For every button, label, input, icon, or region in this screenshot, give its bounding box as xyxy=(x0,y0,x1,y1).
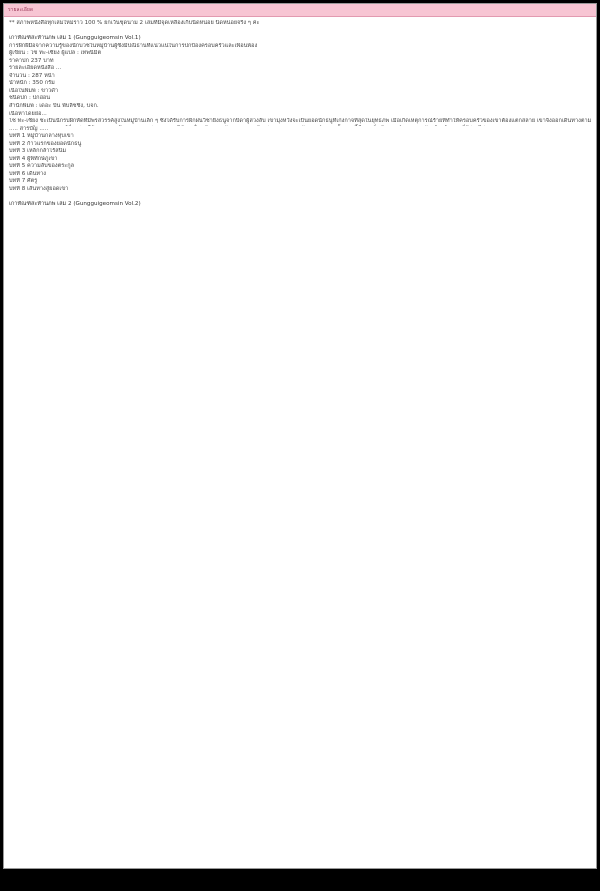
price-line: ราคาปก 237 บาท xyxy=(9,57,54,64)
document-frame xyxy=(3,3,597,869)
content xyxy=(4,17,596,209)
summary-line: การฝึกฝีมือจากความรู้ของนักบวชในหมู่บ้านผู้ซึ่งมีปณิธานที่แน่วแน่ในการปกป้องครอบครัวและเพื่อนพ้อง xyxy=(9,42,258,49)
image-host-stamp: [737x1075] http://upic.me/ xyxy=(438,854,592,865)
spacer xyxy=(9,28,596,36)
detail-line: รายละเอียดหนังสือ ... xyxy=(9,65,62,72)
synopsis-head: เนื้อหาโดยย่อ... xyxy=(9,110,47,117)
toc-item: บทที่ 2 ก้าวแรกของยอดนักธนู xyxy=(9,140,82,147)
toc-item: บทที่ 4 ผู้พิทักษ์ภูเขา xyxy=(9,155,58,162)
weight-line: น้ำหนัก : 350 กรัม xyxy=(9,80,55,87)
spacer xyxy=(9,194,596,202)
synopsis-text: โซ ทะ-เซียง ชะเป็นนักรบฝึกหัดที่มีพรสวรรค์สูงในหมู่บ้านเล็ก ๆ ซึ่งได้รับการฝึกฝนวิชายิงธนูจากบิดาผู้ล่วงลับ เขามุ่งหวังจะเป็นยอดนักธนูที่เก่งกาจที่สุดในยุทธภพ เมื่อเกิดเหตุการณ์ร้ายที่ทำให้ครอบครัวของเขาต้องแตกสลาย เขาจึงออกเดินทางตาม xyxy=(9,118,592,125)
intro-note: ** สภาพหนังสือทุกเล่มใหม่ราว 100 % ยกเว้นชุดนาม 2 เล่มที่มีจุดเหลืองเก็บนิดหน่อย นิดหน่อยจริง ๆ ค่ะ xyxy=(9,20,260,26)
toc-item: บทที่ 5 ความลับของตระกูล xyxy=(9,163,75,170)
volume-title: เกาทัณฑ์สะท้านภพ เล่ม 2 (Gungguigeomsin Vol.2) xyxy=(9,201,141,208)
volumes-list xyxy=(9,201,596,209)
synopsis-paragraph xyxy=(9,118,596,126)
toc-item: บทที่ 1 หมู่บ้านกลางหุบเขา xyxy=(9,133,74,140)
toc-item: บทที่ 3 เหล็กกล้าไร้สนิม xyxy=(9,148,67,155)
pages-line: จำนวน : 287 หน้า xyxy=(9,72,55,79)
author-line: ผู้เขียน : โซ ทะ-เซียง ผู้แปล : เทพนิมิต xyxy=(9,50,102,57)
toc-item: บทที่ 7 ศัตรู xyxy=(9,178,38,185)
header-label: รายละเอียด xyxy=(8,7,34,13)
publisher-line: สำนักพิมพ์ : เดอะ บีน พับลิชชิ่ง, บจก. xyxy=(9,103,99,110)
cover-line: ชนิดปก : ปกอ่อน xyxy=(9,95,51,102)
toc-head: ..... สารบัญ ..... xyxy=(9,125,49,132)
volume-title: เกาทัณฑ์สะท้านภพ เล่ม 1 (Gungguigeomsin Vol.1) xyxy=(9,35,141,42)
header-bar xyxy=(4,4,596,17)
print-line: เนื้อในพิมพ์ : ขาวดำ xyxy=(9,87,59,94)
toc-item: บทที่ 8 เส้นทางสู่ยอดเขา xyxy=(9,186,69,193)
toc-item: บทที่ 6 เดินทาง xyxy=(9,170,46,177)
